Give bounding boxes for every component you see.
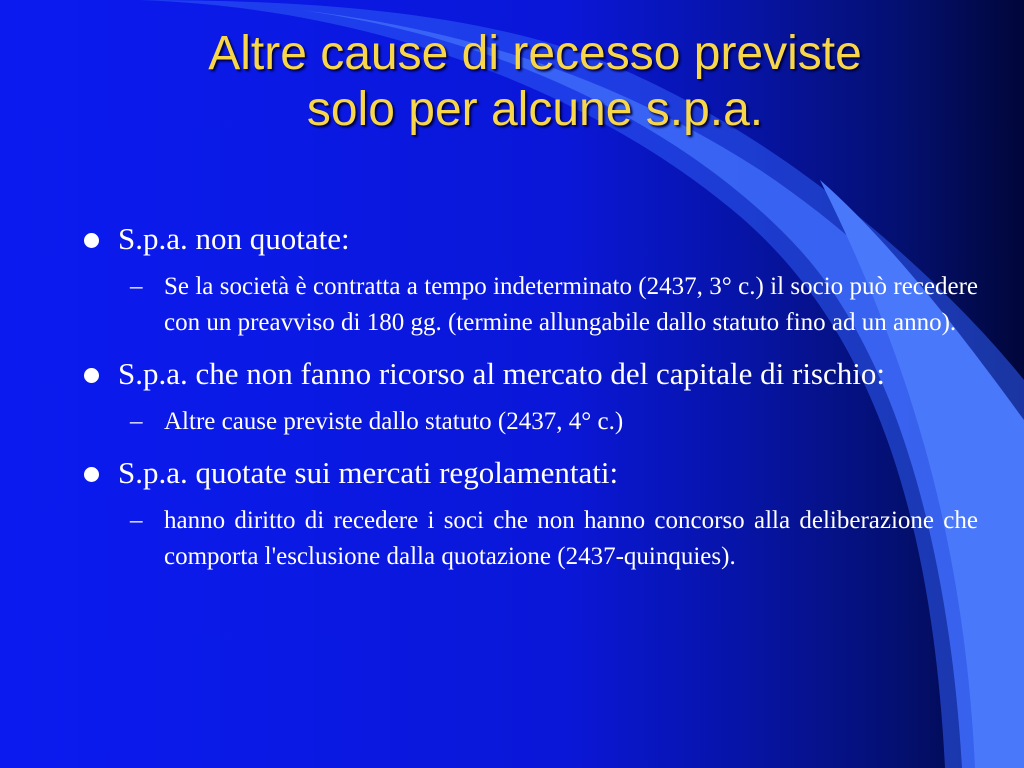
slide-body (82, 220, 978, 589)
sub-text-1: Se la società è contratta a tempo indeterminato (2437, 3° c.) il socio può recedere con un preavviso di 180 gg. (termine allungabile dallo statuto fino ad un anno). (164, 273, 978, 336)
bullet-text-2: S.p.a. che non fanno ricorso al mercato del capitale di rischio: (118, 356, 885, 391)
bullet-dot-icon (84, 467, 99, 482)
slide-title-line-2: solo per alcune s.p.a. (306, 83, 764, 136)
sub-item-2 (130, 404, 978, 440)
bullet-text-1: S.p.a. non quotate: (118, 221, 350, 256)
sub-item-1 (130, 269, 978, 341)
bullet-item-3 (82, 454, 978, 491)
sub-text-3: hanno diritto di recedere i soci che non hanno concorso alla deliberazione che comporta l'esclusione dalla quotazione (2437-quinquies). (164, 507, 978, 570)
bullet-dot-icon (84, 233, 99, 248)
slide-title (60, 26, 1010, 138)
sub-item-3 (130, 503, 978, 575)
slide-title-line-1: Altre cause di recesso previste (208, 27, 862, 80)
bullet-text-3: S.p.a. quotate sui mercati regolamentati: (118, 455, 619, 490)
dash-marker-icon: – (130, 273, 143, 300)
bullet-dot-icon (84, 368, 99, 383)
bullet-item-1 (82, 220, 978, 257)
sub-text-2: Altre cause previste dallo statuto (2437, 4° c.) (164, 408, 624, 435)
bullet-item-2 (82, 355, 978, 392)
dash-marker-icon: – (130, 507, 143, 534)
dash-marker-icon: – (130, 408, 143, 435)
